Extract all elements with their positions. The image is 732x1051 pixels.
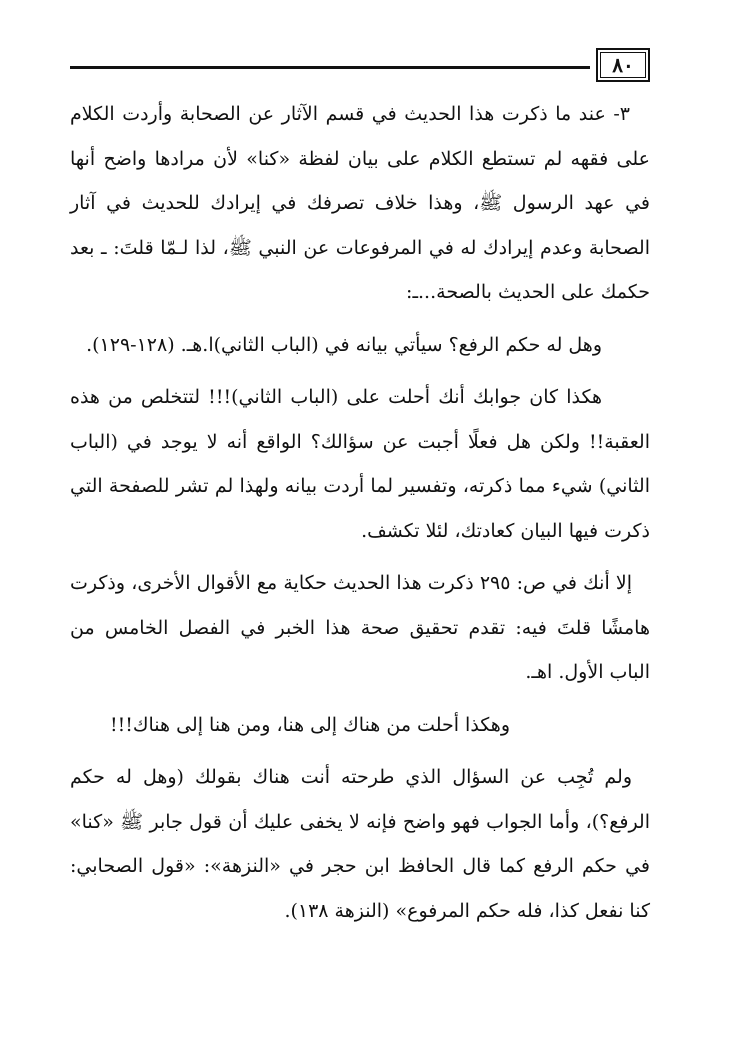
paragraph-4: إلا أنك في ص: ٢٩٥ ذكرت هذا الحديث حكاية مع الأقوال الأخرى، وذكرت هامشًا قلتَ فيه: تقدم تحقيق صحة هذا الخبر في الفصل الخامس من الباب الأول. اهـ. <box>70 572 650 683</box>
body-text <box>70 92 650 941</box>
page-header <box>70 46 650 82</box>
paragraph-6: ولم تُجِب عن السؤال الذي طرحته أنت هناك بقولك (وهل له حكم الرفع؟)، وأما الجواب فهو واضح فإنه لا يخفى عليك أن قول جابر ﷺ «كنا» في حكم الرفع كما قال الحافظ ابن حجر في «النزهة»: «قول الصحابي: كنا نفعل كذا، فله حكم المرفوع» (النزهة ١٣٨). <box>70 766 650 922</box>
paragraph-5: وهكذا أحلت من هناك إلى هنا، ومن هنا إلى هناك!!! <box>109 713 510 736</box>
paragraph-1: ٣- عند ما ذكرت هذا الحديث في قسم الآثار عن الصحابة وأردت الكلام على فقهه لم تستطع الكلام على بيان لفظة «كنا» لأن مرادها واضح أنها في عهد الرسول ﷺ، وهذا خلاف تصرفك في إيرادك للحديث في آثار الصحابة وعدم إيرادك له في المرفوعات عن النبي ﷺ، لذا لـمّا قلتَ: ـ بعد حكمك على الحديث بالصحة...ـ: <box>70 103 650 303</box>
paragraph-3: هكذا كان جوابك أنك أحلت على (الباب الثاني)!!! لتتخلص من هذه العقبة!! ولكن هل فعلًا أجبت عن سؤالك؟ الواقع أنه لا يوجد في (الباب الثاني) شيء مما ذكرته، وتفسير لما أردت بيانه ولهذا لم تشر للصفحة التي ذكرت فيها البيان كعادتك، لئلا تكشف. <box>70 386 650 542</box>
header-rule <box>70 66 590 69</box>
paragraph-2: وهل له حكم الرفع؟ سيأتي بيانه في (الباب الثاني)ا.هـ. (١٢٨-١٢٩). <box>86 333 602 356</box>
page-number-box: ٨٠ <box>596 48 650 82</box>
